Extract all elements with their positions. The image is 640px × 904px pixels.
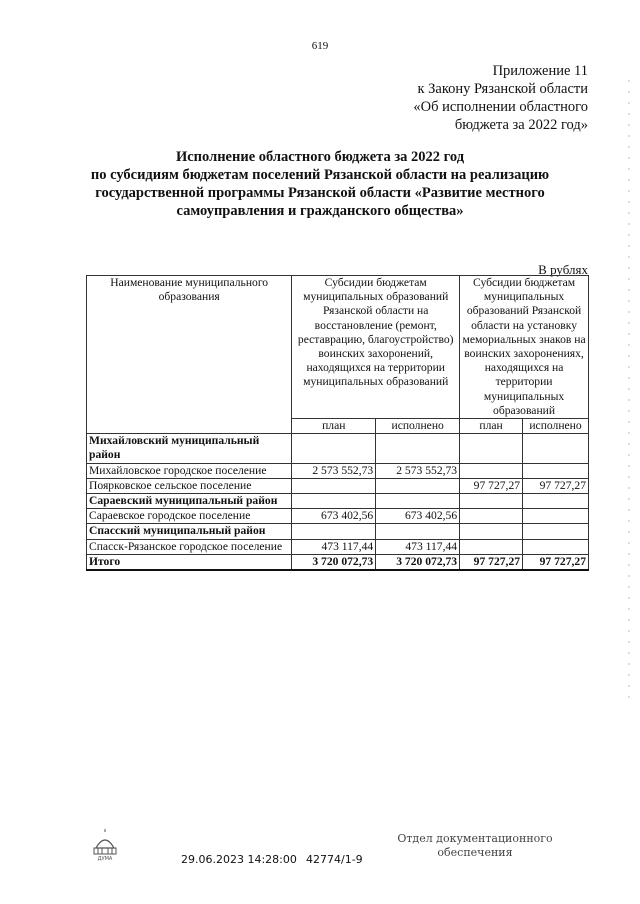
title-line: государственной программы Рязанской области «Развитие местного <box>95 185 545 201</box>
column-header-done: исполнено <box>523 419 589 434</box>
cell-done-1 <box>376 524 460 539</box>
title-line: самоуправления и гражданского общества» <box>176 203 464 219</box>
cell-plan-1 <box>292 524 376 539</box>
cell-done-1 <box>376 434 460 463</box>
cell-plan-2 <box>460 509 523 524</box>
department-stamp <box>395 832 555 860</box>
cell-plan-2: 97 727,27 <box>460 478 523 493</box>
scan-edge-marks <box>626 80 632 700</box>
cell-done-2 <box>523 434 589 463</box>
row-name: Спасский муниципальный район <box>87 524 292 539</box>
cell-plan-2: 97 727,27 <box>460 554 523 570</box>
appendix-line: к Закону Рязанской области <box>417 81 588 97</box>
cell-plan-1: 473 117,44 <box>292 539 376 554</box>
cell-plan-2 <box>460 434 523 463</box>
table-row <box>87 463 589 478</box>
table-total-row <box>87 554 589 570</box>
subsidy-table <box>86 275 589 571</box>
footer-date: 29.06.2023 14:28:00 <box>181 853 297 866</box>
cell-done-1: 2 573 552,73 <box>376 463 460 478</box>
column-header-restoration: Субсидии бюджетам муниципальных образований Рязанской области на восстановление (ремонт, реставрацию, благоустройство) воинских захоронений, находящихся на территории муниципальных образований <box>292 276 460 419</box>
stamp-line: обеспечения <box>437 846 513 859</box>
title-line: Исполнение областного бюджета за 2022 год <box>175 149 465 165</box>
page-number: 619 <box>311 40 329 52</box>
cell-done-1: 673 402,56 <box>376 509 460 524</box>
row-name: Итого <box>87 554 292 570</box>
row-name: Поярковское сельское поселение <box>87 478 292 493</box>
cell-plan-2 <box>460 539 523 554</box>
cell-done-2 <box>523 494 589 509</box>
cell-done-2 <box>523 524 589 539</box>
appendix-line: бюджета за 2022 год» <box>454 117 588 133</box>
cell-plan-1: 3 720 072,73 <box>292 554 376 570</box>
column-header-name: Наименование муниципального образования <box>87 276 292 434</box>
cell-plan-1 <box>292 494 376 509</box>
row-name: Михайловское городское поселение <box>87 463 292 478</box>
table-row <box>87 524 589 539</box>
document-title <box>60 148 580 220</box>
cell-done-2 <box>523 539 589 554</box>
table-row <box>87 494 589 509</box>
cell-plan-2 <box>460 463 523 478</box>
stamp-line: Отдел документационного <box>397 832 553 845</box>
table-row <box>87 509 589 524</box>
appendix-line: Приложение 11 <box>492 63 588 79</box>
row-name: Михайловский муниципальный район <box>87 434 292 463</box>
table-row <box>87 434 589 463</box>
table-row <box>87 478 589 493</box>
cell-plan-1 <box>292 434 376 463</box>
cell-done-1 <box>376 478 460 493</box>
cell-plan-1: 673 402,56 <box>292 509 376 524</box>
cell-done-1: 473 117,44 <box>376 539 460 554</box>
cell-done-2: 97 727,27 <box>523 554 589 570</box>
cell-plan-1 <box>292 478 376 493</box>
title-line: по субсидиям бюджетам поселений Рязанской области на реализацию <box>90 167 550 183</box>
column-header-done: исполнено <box>376 419 460 434</box>
cell-done-1 <box>376 494 460 509</box>
column-header-plan: план <box>292 419 376 434</box>
cell-done-2 <box>523 509 589 524</box>
row-name: Сараевский муниципальный район <box>87 494 292 509</box>
cell-done-2: 97 727,27 <box>523 478 589 493</box>
appendix-header <box>413 62 588 134</box>
cell-done-2 <box>523 463 589 478</box>
column-header-plan: план <box>460 419 523 434</box>
column-header-memorial-signs: Субсидии бюджетам муниципальных образований Рязанской области на установку мемориальных знаков на воинских захоронениях, находящихся на территории муниципальных образований <box>460 276 589 419</box>
units-label: В рублях <box>538 262 588 277</box>
duma-logo-icon <box>88 828 122 862</box>
row-name: Сараевское городское поселение <box>87 509 292 524</box>
cell-plan-2 <box>460 494 523 509</box>
footer-doc-number: 42774/1-9 <box>306 853 363 866</box>
cell-plan-1: 2 573 552,73 <box>292 463 376 478</box>
cell-done-1: 3 720 072,73 <box>376 554 460 570</box>
cell-plan-2 <box>460 524 523 539</box>
table-row <box>87 539 589 554</box>
row-name: Спасск-Рязанское городское поселение <box>87 539 292 554</box>
logo-text: ДУМА <box>97 856 113 862</box>
appendix-line: «Об исполнении областного <box>413 99 588 115</box>
table-header-row <box>87 276 589 419</box>
